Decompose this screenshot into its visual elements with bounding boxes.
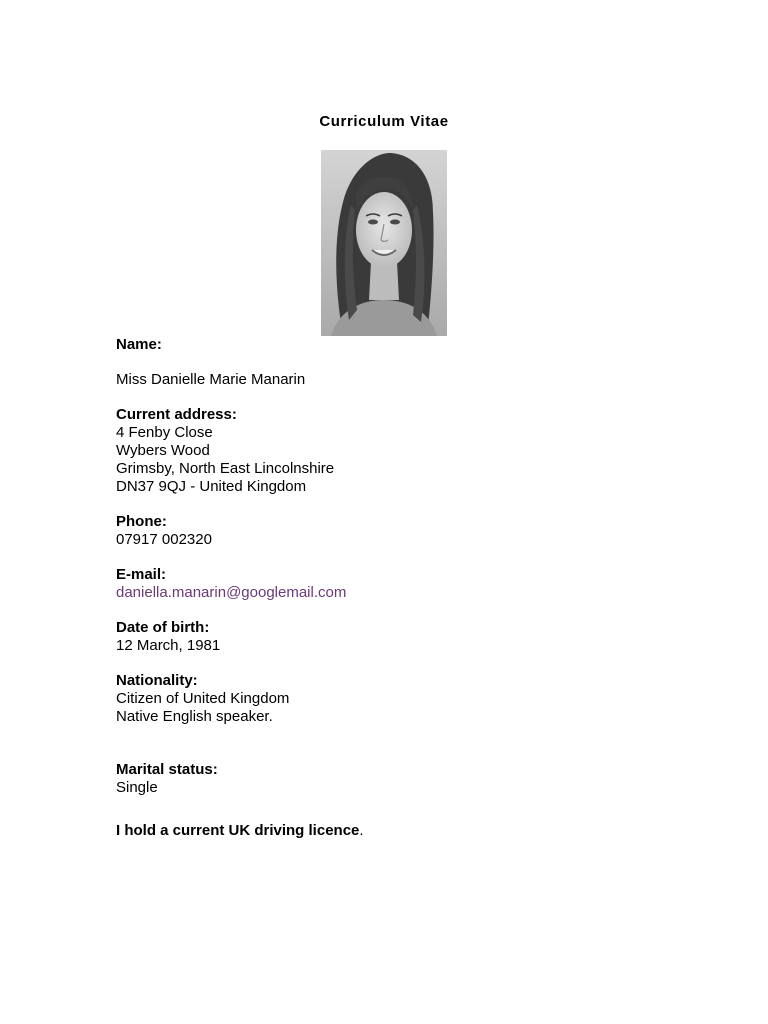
portrait-image bbox=[321, 150, 447, 336]
name-value: Miss Danielle Marie Manarin bbox=[116, 371, 306, 388]
dob-label: Date of birth: bbox=[116, 619, 210, 636]
phone-label: Phone: bbox=[116, 513, 167, 530]
dob-value: 12 March, 1981 bbox=[116, 637, 221, 654]
marital-value: Single bbox=[116, 779, 158, 796]
driving-licence-statement bbox=[116, 822, 676, 840]
nationality-line: Citizen of United Kingdom bbox=[116, 690, 290, 707]
page-title: Curriculum Vitae bbox=[319, 113, 449, 130]
licence-bold-text: I hold a current UK driving licence bbox=[116, 822, 360, 839]
address-line: Wybers Wood bbox=[116, 442, 210, 459]
address-line: Grimsby, North East Lincolnshire bbox=[116, 460, 335, 477]
email-link[interactable]: daniella.manarin@googlemail.com bbox=[116, 584, 347, 601]
email-label: E-mail: bbox=[116, 566, 167, 583]
nationality-line: Native English speaker. bbox=[116, 708, 273, 725]
licence-tail-text: . bbox=[359, 822, 364, 839]
marital-label: Marital status: bbox=[116, 761, 218, 778]
phone-value: 07917 002320 bbox=[116, 531, 212, 548]
cv-details bbox=[116, 336, 676, 840]
address-label: Current address: bbox=[116, 406, 237, 423]
nationality-label: Nationality: bbox=[116, 672, 198, 689]
address-line: DN37 9QJ - United Kingdom bbox=[116, 478, 307, 495]
address-line: 4 Fenby Close bbox=[116, 424, 213, 441]
name-label: Name: bbox=[116, 336, 162, 353]
profile-photo bbox=[321, 150, 447, 336]
